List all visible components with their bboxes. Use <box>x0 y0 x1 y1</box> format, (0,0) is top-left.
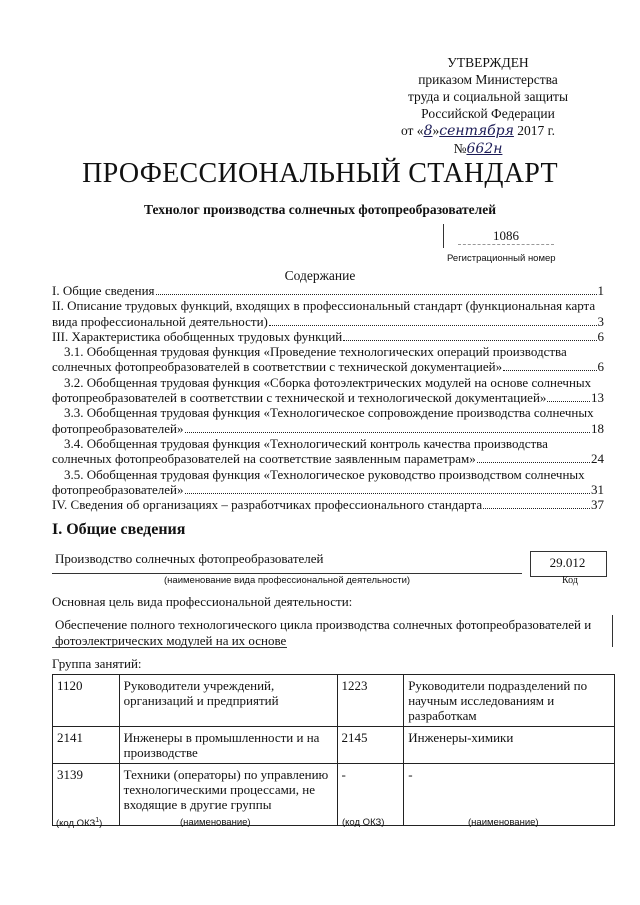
toc-entry[interactable] <box>52 283 604 298</box>
toc-text: фотопреобразователей» <box>52 481 184 497</box>
date-year: 2017 г. № <box>453 123 556 156</box>
toc-entry[interactable] <box>52 329 604 344</box>
toc-page: 3 <box>597 313 604 329</box>
toc-text-line1: 3.2. Обобщенная трудовая функция «Сборка фотоэлектрических модулей на основе солнечных <box>64 374 592 390</box>
date-prefix: от « <box>400 123 424 138</box>
registration-box <box>443 224 566 248</box>
handwritten-day: 8 <box>423 123 433 139</box>
toc-text-line1: 3.4. Обобщенная трудовая функция «Технологический контроль качества производства <box>64 435 548 451</box>
toc-text: солнечных фотопреобразователей на соответствие заявленным параметрам» <box>52 451 476 467</box>
toc-leader <box>185 493 591 494</box>
table-row <box>53 727 615 764</box>
toc-leader <box>477 462 590 463</box>
goal-underline <box>52 647 287 648</box>
okz-code-cell: 1120 <box>53 675 120 727</box>
okz-code-cell: 3139 <box>53 764 120 826</box>
toc-page: 13 <box>591 390 604 406</box>
document-title: ПРОФЕССИОНАЛЬНЫЙ СТАНДАРТ <box>82 158 558 189</box>
okz-code-caption: (код ОКЗ) <box>342 817 385 828</box>
okz-code-cell: - <box>337 764 404 826</box>
activity-code-value: 29.012 <box>549 555 586 570</box>
toc-leader <box>503 370 596 371</box>
approval-line-1: приказом Министерства <box>418 72 558 87</box>
toc-page: 18 <box>591 420 604 436</box>
approval-date-line <box>378 122 578 158</box>
toc-text-line1: II. Описание трудовых функций, входящих в профессиональный стандарт (функциональная карта <box>52 298 596 314</box>
toc-text: IV. Сведения об организациях – разработчиках профессионального стандарта <box>52 497 483 513</box>
toc-entry[interactable] <box>52 497 604 512</box>
handwritten-month: сентября <box>439 123 514 139</box>
toc-leader <box>269 325 597 326</box>
okz-caption-text: (код ОКЗ <box>56 818 96 830</box>
okz-code-cell: 2141 <box>53 727 120 764</box>
contents-heading: Содержание <box>284 268 356 283</box>
approval-block <box>388 54 588 158</box>
toc-entry[interactable] <box>52 467 604 498</box>
occupation-name-caption: (наименование) <box>468 817 539 828</box>
handwritten-order-number: 662н <box>466 141 503 157</box>
date-mid: » <box>432 123 440 138</box>
okz-code-caption <box>56 817 102 829</box>
approval-line-2: труда и социальной защиты <box>407 89 569 104</box>
toc-leader <box>483 508 590 509</box>
okz-code-cell: 1223 <box>337 675 404 727</box>
document-subtitle: Технолог производства солнечных фотопреобразователей <box>143 202 496 217</box>
table-row <box>53 675 615 727</box>
toc-text: фотопреобразователей» <box>52 420 184 436</box>
toc-page: 24 <box>591 451 604 467</box>
occupation-name-cell: Инженеры в промышленности и на производстве <box>119 727 337 764</box>
occupation-name-caption: (наименование) <box>180 817 251 828</box>
table-of-contents <box>52 283 604 512</box>
toc-page: 37 <box>591 497 604 513</box>
toc-entry[interactable] <box>52 436 604 467</box>
toc-text: III. Характеристика обобщенных трудовых функций <box>52 328 343 344</box>
toc-text: вида профессиональной деятельности) <box>52 313 268 329</box>
activity-kind-value: Производство солнечных фотопреобразователей <box>55 551 324 566</box>
registration-number: 1086 <box>458 228 554 245</box>
occupation-name-cell: Инженеры-химики <box>404 727 615 764</box>
toc-leader <box>547 401 590 402</box>
okz-caption-end: ) <box>99 818 103 830</box>
toc-leader <box>156 294 597 295</box>
approval-line-3: Российской Федерации <box>421 106 555 121</box>
toc-text: I. Общие сведения <box>52 283 155 298</box>
occupation-name-cell: - <box>404 764 615 826</box>
toc-leader <box>343 340 596 341</box>
toc-text-line1: 3.5. Обобщенная трудовая функция «Технологическое руководство производством солнечных <box>64 466 585 482</box>
okz-code-cell: 2145 <box>337 727 404 764</box>
toc-text-line1: 3.3. Обобщенная трудовая функция «Технологическое сопровождение производства солнечных <box>64 405 594 421</box>
toc-page: 31 <box>591 481 604 497</box>
toc-text: солнечных фотопреобразователей в соответствии с технической документацией» <box>52 359 503 375</box>
toc-entry[interactable] <box>52 405 604 436</box>
footnote-mark: 1 <box>95 817 100 824</box>
approved-heading: УТВЕРЖДЕН <box>447 55 529 70</box>
toc-leader <box>185 432 591 433</box>
toc-entry[interactable] <box>52 375 604 406</box>
registration-label: Регистрационный номер <box>447 253 556 264</box>
activity-kind-caption: (наименование вида профессиональной деятельности) <box>164 575 411 586</box>
goal-label: Основная цель вида профессиональной деятельности: <box>52 594 353 609</box>
occupation-table <box>52 674 615 826</box>
occupation-group-label: Группа занятий: <box>52 656 142 671</box>
toc-entry[interactable] <box>52 298 604 329</box>
section-heading: I. Общие сведения <box>52 521 186 538</box>
toc-text: фотопреобразователей в соответствии с технической и технологической документацией» <box>52 390 547 406</box>
occupation-name-cell: Руководители подразделений по научным исследованиям и разработкам <box>404 675 615 727</box>
toc-page: 6 <box>597 359 604 375</box>
goal-value: Обеспечение полного технологического цикла производства солнечных фотопреобразователей и фотоэлектрических модулей на их основе <box>55 617 592 648</box>
occupation-name-cell: Техники (операторы) по управлению технологическими процессами, не входящие в другие группы <box>119 764 337 826</box>
toc-page: 1 <box>597 283 604 298</box>
occupation-name-cell: Руководители учреждений, организаций и предприятий <box>119 675 337 727</box>
activity-code-caption: Код <box>562 575 578 586</box>
toc-text-line1: 3.1. Обобщенная трудовая функция «Проведение технологических операций производства <box>64 344 567 360</box>
toc-entry[interactable] <box>52 344 604 375</box>
toc-page: 6 <box>597 328 604 344</box>
